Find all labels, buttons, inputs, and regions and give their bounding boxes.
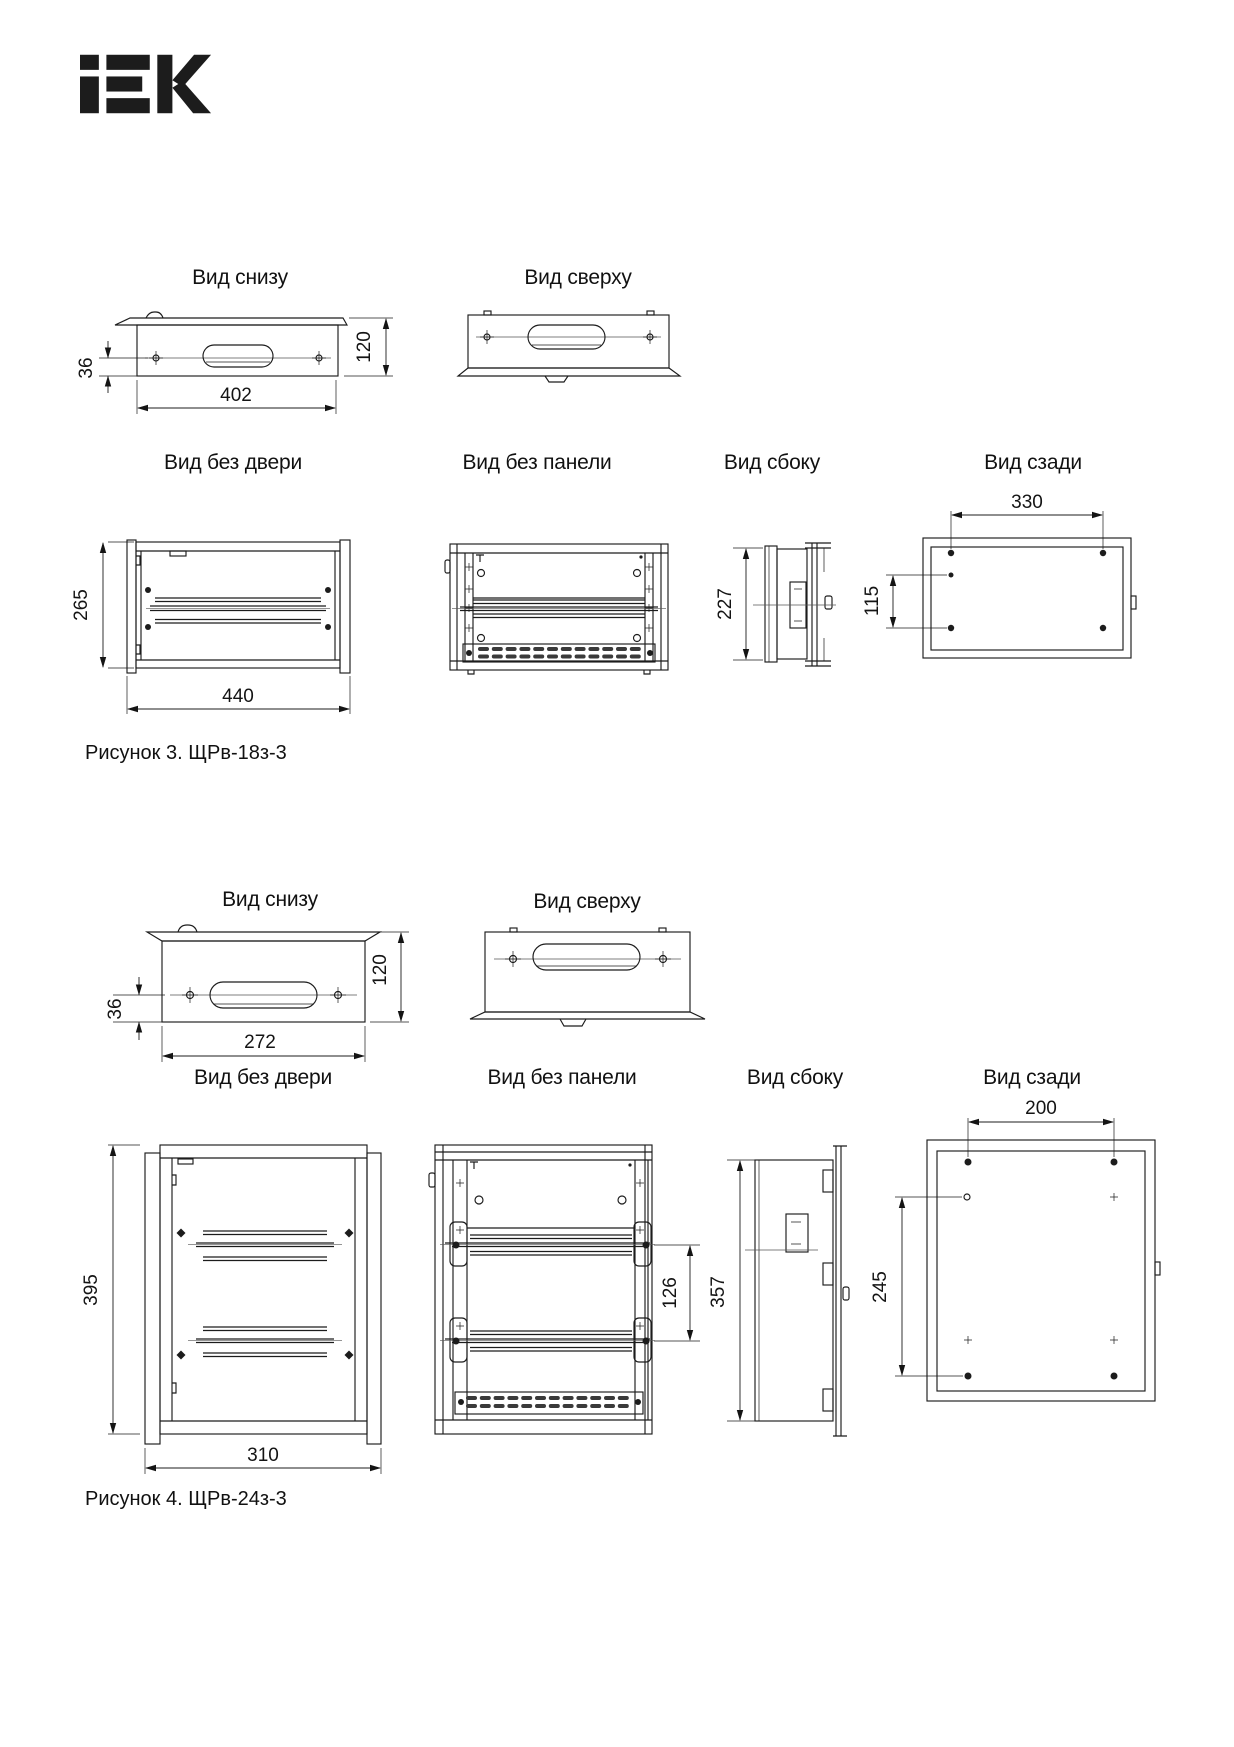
rear-outline [923,538,1131,658]
f3-top-view-drawing [458,311,680,382]
svg-text:36: 36 [76,357,97,379]
dim-330 [951,492,1103,549]
door-edge [765,546,777,662]
rear-outline [927,1140,1155,1401]
din-rail-2 [440,1318,655,1362]
terminal-block [455,1392,643,1414]
feet-marks [468,670,650,674]
dim-120 [370,932,409,1022]
handle-slot [203,345,273,367]
mount-bracket [786,1214,808,1252]
figure-3 [71,311,1136,714]
f4-bottom-view-label: Вид снизу [222,888,318,911]
latch-tab [178,1159,193,1164]
frame-bands [160,1158,367,1421]
svg-text:120: 120 [370,954,391,986]
svg-text:120: 120 [354,331,375,363]
dim-126 [654,1245,700,1341]
latch-tab [170,551,186,556]
f4-side-view-drawing [708,1146,849,1436]
svg-text:395: 395 [81,1274,102,1306]
svg-text:310: 310 [247,1445,279,1466]
dim-115 [862,575,947,628]
t-mark [476,555,484,562]
small-dot [639,555,642,558]
dim-227 [715,548,763,660]
body-profile [777,549,807,659]
opening-sides [172,1158,355,1421]
dim-36 [105,977,165,1040]
svg-text:126: 126 [660,1277,681,1309]
side-strips [453,1160,648,1420]
svg-text:265: 265 [71,589,92,621]
din-rail-2 [188,1327,342,1357]
f3-no-panel-view-drawing [445,544,668,674]
svg-text:440: 440 [222,686,254,707]
dim-245 [870,1197,963,1376]
dim-120 [344,318,393,376]
flange [147,932,380,941]
dim-402 [137,380,336,414]
f3-rear-view-drawing [862,492,1136,658]
svg-text:200: 200 [1025,1098,1057,1119]
cross-marks [964,1193,1118,1344]
hinge-marks [172,1175,176,1393]
latch-bump [825,596,832,609]
frame-outline [160,1145,367,1434]
svg-text:272: 272 [244,1032,276,1053]
f4-no-panel-view-drawing [429,1145,700,1434]
svg-text:357: 357 [708,1276,729,1308]
hinge-tab [823,1389,833,1411]
flange-tab [560,1019,586,1026]
small-dot [628,1163,631,1166]
flange [115,318,347,325]
box-outline [137,325,338,376]
top-nub [659,928,666,932]
mount-holes [965,1159,1118,1380]
din-rail-1 [440,1222,655,1266]
top-nub [484,311,491,315]
f4-top-view-drawing [470,928,705,1026]
left-flange-strip [127,540,136,673]
top-nub [647,311,654,315]
right-flange-strip [340,540,350,673]
front-flange-lines [836,1146,841,1436]
dim-440 [127,676,350,714]
f4-top-view-label: Вид сверху [533,890,641,913]
flange [458,368,680,376]
dim-357 [708,1160,757,1421]
latch-bump [1131,596,1136,609]
terminal-block [463,644,655,662]
t-mark [470,1162,478,1169]
panel-screws [177,1229,354,1360]
svg-text:245: 245 [870,1271,891,1303]
svg-text:402: 402 [220,385,252,406]
right-flange-strip [367,1153,381,1444]
box-outline [468,315,669,368]
panel-holes [475,1196,626,1204]
body-profile [755,1160,833,1421]
f3-no-panel-view-label: Вид без панели [462,451,612,474]
f3-no-door-view-label: Вид без двери [164,451,302,474]
dim-395 [81,1145,140,1434]
flange-caps [833,1146,847,1436]
f4-no-panel-view-label: Вид без панели [487,1066,637,1089]
clip-bump [146,312,163,318]
f3-bottom-view-label: Вид снизу [192,266,288,289]
svg-text:227: 227 [715,588,736,620]
din-rail [146,598,330,623]
f3-rear-view-label: Вид сзади [984,451,1082,474]
f4-bottom-view-drawing [105,925,409,1062]
svg-text:330: 330 [1011,492,1043,513]
front-flange-lines [812,543,817,666]
dim-310 [145,1445,381,1474]
svg-text:115: 115 [862,585,883,617]
f4-no-door-view-label: Вид без двери [194,1066,332,1089]
f3-side-view-drawing [715,543,836,666]
frame-inner-sides [443,1145,645,1434]
clip-bump [178,925,197,932]
dim-200 [968,1098,1114,1157]
flange-tab [545,376,568,382]
top-nub [510,928,517,932]
figure-4-caption: Рисунок 4. ЩРв-24з-3 [85,1488,287,1510]
latch-bump [843,1287,849,1300]
hinge-bump [445,560,450,573]
hinge-bump [429,1173,435,1187]
hinge-tab [823,1170,833,1192]
flange [470,1012,705,1019]
figure-4 [81,925,1160,1474]
svg-text:36: 36 [105,998,126,1020]
f4-rear-view-label: Вид сзади [983,1066,1081,1089]
din-rail-1 [188,1231,342,1261]
rear-inner [937,1151,1145,1391]
dim-272 [162,1026,365,1062]
mount-holes [948,550,1106,631]
f3-no-door-view-drawing [71,540,350,714]
bracket-ticks [791,1222,801,1244]
dim-265 [71,542,134,668]
hinge-marks [136,556,140,654]
f3-bottom-view-drawing [76,312,393,414]
f3-top-view-label: Вид сверху [524,266,632,289]
left-flange-strip [145,1153,160,1444]
f4-side-view-label: Вид сбоку [746,1066,844,1089]
frame-outline [136,542,340,668]
f4-no-door-view-drawing [81,1145,381,1474]
lock-tab [823,1263,833,1285]
rear-inner [931,547,1123,650]
f4-rear-view-drawing [870,1098,1160,1401]
din-rail [452,600,666,618]
keyhole-circle [964,1194,970,1200]
latch-bump [1155,1262,1160,1275]
flange-caps [805,543,831,666]
panel-holes [478,570,641,642]
f3-side-view-label: Вид сбоку [723,451,821,474]
figure-3-caption: Рисунок 3. ЩРв-18з-3 [85,742,287,764]
